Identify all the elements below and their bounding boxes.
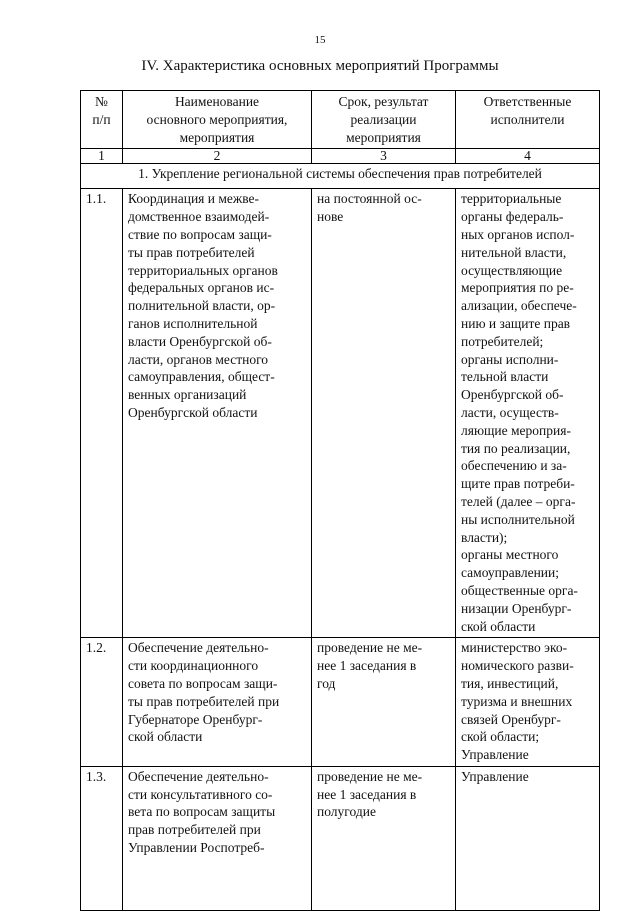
section-title: IV. Характеристика основных мероприятий Программы <box>141 58 499 74</box>
header-cell: Наименование основного мероприятия, мероприятия <box>123 91 312 149</box>
header-cell: Ответственные исполнители <box>456 91 600 149</box>
group-row <box>81 164 600 189</box>
column-number: 3 <box>312 149 456 164</box>
header-row <box>81 91 600 149</box>
column-number-row <box>81 149 600 164</box>
measure-executors: территориальные органы федераль- ных органов испол- нительной власти, осуществляющие мероприятия по ре- ализации, обеспече- нию и защите прав потребителей; органы исполни- тельной власти Оренбургской об- ласти, осуществ- ляющие мероприя- тия по реализации, обеспечению и за- щите прав потреби- телей (далее – орга- ны исполнительной власти); органы местного самоуправлении; общественные орга- низации Оренбург- ской области <box>456 189 600 638</box>
header-cell: Срок, результат реализации мероприятия <box>312 91 456 149</box>
column-number: 1 <box>81 149 123 164</box>
measure-name: Обеспечение деятельно- сти консультативного со- вета по вопросам защиты прав потребителей при Управлении Роспотреб- <box>123 766 312 910</box>
measure-name: Координация и межве- домственное взаимодей- ствие по вопросам защи- ты прав потребителей территориальных органов федеральных органов ис- полнительной власти, ор- ганов исполнительной власти Оренбургской об- ласти, органов местного самоуправления, общест- венных организаций Оренбургской области <box>123 189 312 638</box>
row-number: 1.3. <box>81 766 123 910</box>
column-number: 2 <box>123 149 312 164</box>
measure-executors: Управление <box>456 766 600 910</box>
table-row <box>81 189 600 638</box>
measure-executors: министерство эко- номического разви- тия, инвестиций, туризма и внешних связей Оренбург- ской области; Управление <box>456 638 600 767</box>
row-number: 1.2. <box>81 638 123 767</box>
measure-name: Обеспечение деятельно- сти координационного совета по вопросам защи- ты прав потребителей при Губернаторе Оренбург- ской области <box>123 638 312 767</box>
table-row <box>81 766 600 910</box>
column-number: 4 <box>456 149 600 164</box>
table-row <box>81 638 600 767</box>
page-number: 15 <box>314 34 326 46</box>
group-title: 1. Укрепление региональной системы обеспечения прав потребителей <box>81 164 600 189</box>
measures-table <box>80 90 600 911</box>
row-number: 1.1. <box>81 189 123 638</box>
header-cell: № п/п <box>81 91 123 149</box>
measure-term: на постоянной ос- нове <box>312 189 456 638</box>
measure-term: проведение не ме- нее 1 заседания в полугодие <box>312 766 456 910</box>
measure-term: проведение не ме- нее 1 заседания в год <box>312 638 456 767</box>
